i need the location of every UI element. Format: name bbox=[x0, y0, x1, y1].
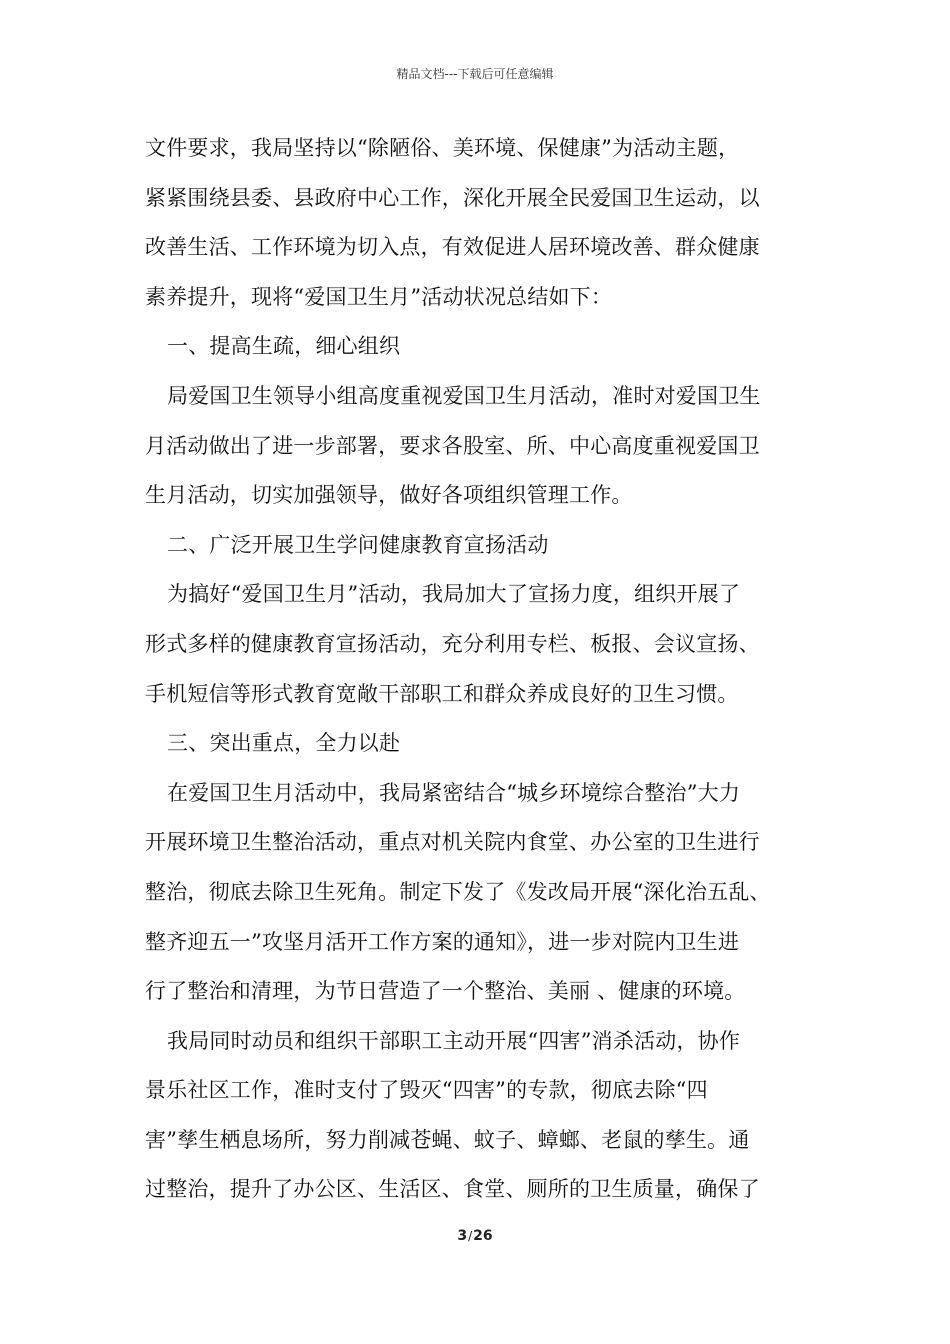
body-line: 景乐社区工作，准时支付了毁灭“四害”的专款，彻底去除“四 bbox=[145, 1078, 708, 1103]
body-line: 为搞好“爱国卫生月”活动，我局加大了宣扬力度，组织开展了 bbox=[167, 582, 741, 607]
body-line: 在爱国卫生月活动中，我局紧密结合“城乡环境综合整治”大力 bbox=[167, 780, 741, 805]
body-line: 我局同时动员和组织干部职工主动开展“四害”消杀活动，协作 bbox=[167, 1028, 741, 1053]
page-header bbox=[0, 66, 950, 82]
page-number bbox=[0, 1226, 950, 1246]
body-line: 过整治，提升了办公区、生活区、食堂、厕所的卫生质量，确保了 bbox=[145, 1177, 760, 1202]
body-line: 一、提高生疏，细心组织 bbox=[167, 334, 401, 359]
body-line: 整齐迎五一”攻坚月活开工作方案的通知》，进一步对院内卫生进 bbox=[145, 929, 740, 954]
body-line: 文件要求，我局坚持以“除陋俗、美环境、保健康”为活动主题， bbox=[145, 136, 740, 160]
body-line: 紧紧围绕县委、县政府中心工作，深化开展全民爱国卫生运动，以 bbox=[145, 185, 760, 210]
current-page-number: 3 bbox=[457, 1228, 468, 1244]
body-line: 形式多样的健康教育宣扬活动，充分利用专栏、板报、会议宣扬、 bbox=[145, 631, 760, 656]
document-body bbox=[145, 124, 810, 1215]
body-line: 手机短信等形式教育宽敞干部职工和群众养成良好的卫生习惯。 bbox=[145, 681, 739, 706]
body-line: 行了整治和清理，为节日营造了一个整治、美丽 、健康的环境。 bbox=[145, 979, 746, 1004]
body-line: 月活动做出了进一步部署，要求各股室、所、中心高度重视爱国卫 bbox=[145, 433, 760, 458]
page-header-text: 精品文档---下载后可任意编辑 bbox=[396, 67, 554, 81]
body-line: 局爱国卫生领导小组高度重视爱国卫生月活动，准时对爱国卫生 bbox=[167, 383, 761, 408]
body-line: 二、广泛开展卫生学问健康教育宣扬活动 bbox=[167, 532, 549, 557]
body-line: 生月活动，切实加强领导，做好各项组织管理工作。 bbox=[145, 483, 633, 508]
total-page-count: 26 bbox=[473, 1228, 493, 1244]
body-line: 整治，彻底去除卫生死角。制定下发了《发改局开展“深化治五乱、 bbox=[145, 879, 771, 904]
body-line: 素养提升，现将“爱国卫生月”活动状况总结如下： bbox=[145, 284, 613, 309]
body-line: 开展环境卫生整治活动，重点对机关院内食堂、办公室的卫生进行 bbox=[145, 830, 760, 855]
page-separator: / bbox=[468, 1229, 473, 1243]
body-line: 改善生活、工作环境为切入点，有效促进人居环境改善、群众健康 bbox=[145, 235, 760, 260]
body-line: 害”孳生栖息场所，努力削减苍蝇、蚊子、蟑螂、老鼠的孳生。通 bbox=[145, 1127, 750, 1152]
body-line: 三、突出重点，全力以赴 bbox=[167, 731, 401, 756]
